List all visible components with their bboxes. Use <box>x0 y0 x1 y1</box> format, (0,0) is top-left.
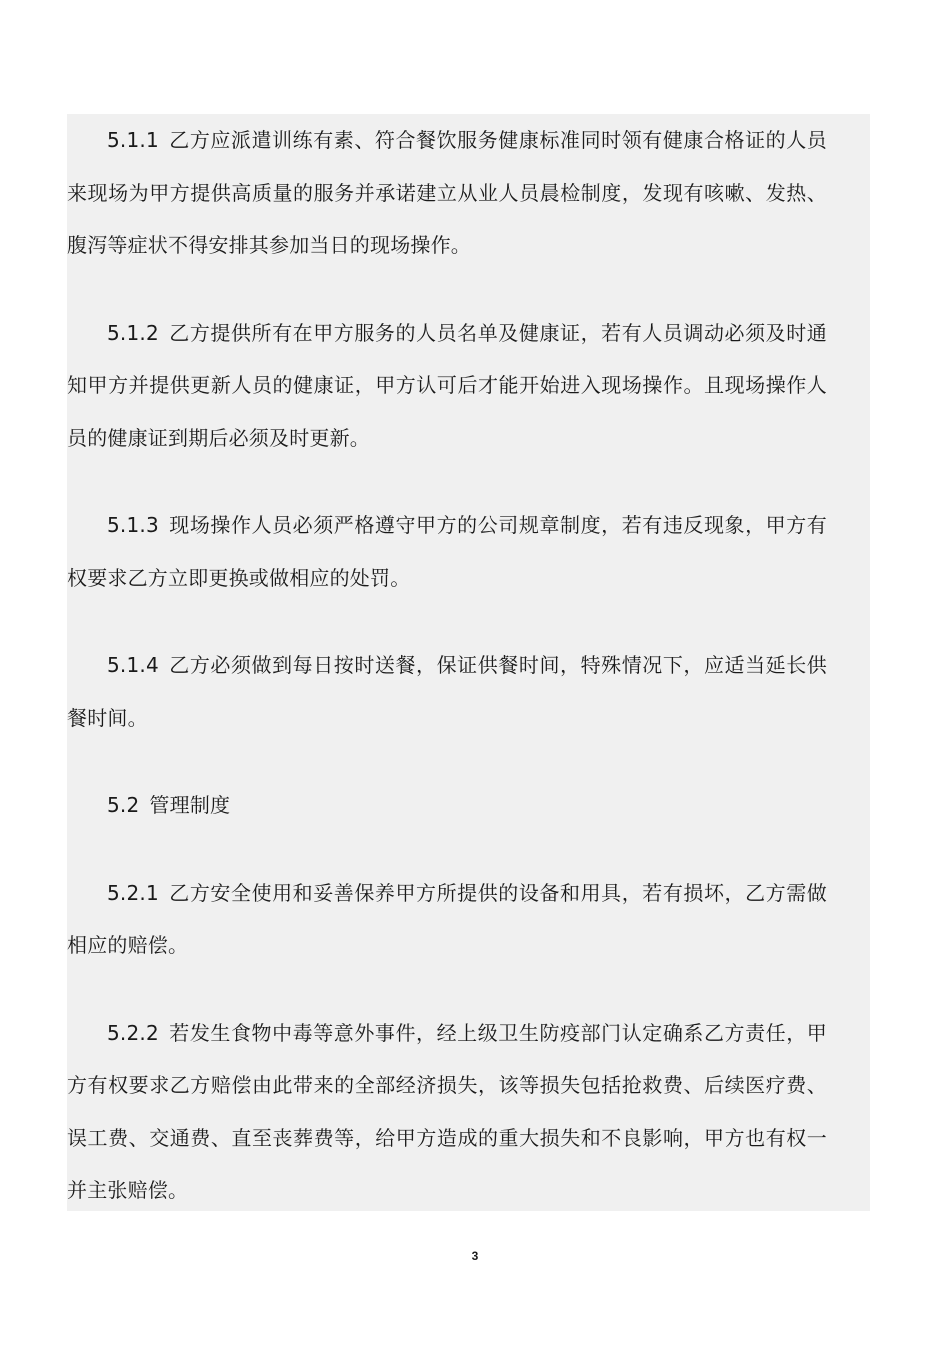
clause-number: 5.1.3 <box>107 513 159 537</box>
clause-5-1-4 <box>67 639 827 744</box>
clause-text: 乙方安全使用和妥善保养甲方所提供的设备和用具，若有损坏，乙方需做相应的赔偿。 <box>67 880 827 957</box>
clause-number: 5.2.1 <box>107 880 159 905</box>
clause-5-1-3 <box>67 499 827 604</box>
clause-number: 5.2 <box>107 793 140 817</box>
clause-5-2-1 <box>67 867 827 972</box>
document-body <box>67 114 827 1252</box>
clause-text: 现场操作人员必须严格遵守甲方的公司规章制度，若有违反现象，甲方有权要求乙方立即更换或做相应的处罚。 <box>67 513 827 590</box>
clause-text: 乙方必须做到每日按时送餐，保证供餐时间，特殊情况下，应适当延长供餐时间。 <box>67 653 827 730</box>
clause-text: 乙方应派遣训练有素、符合餐饮服务健康标准同时领有健康合格证的人员来现场为甲方提供高质量的服务并承诺建立从业人员晨检制度，发现有咳嗽、发热、腹泻等症状不得安排其参加当日的现场操作。 <box>67 128 827 257</box>
clause-number: 5.2.2 <box>107 1020 159 1045</box>
clause-text: 若发生食物中毒等意外事件，经上级卫生防疫部门认定确系乙方责任，甲方有权要求乙方赔偿由此带来的全部经济损失，该等损失包括抢救费、后续医疗费、误工费、交通费、直至丧葬费等，给甲方造成的重大损失和不良影响，甲方也有权一并主张赔偿。 <box>67 1020 827 1202</box>
page-number: 3 <box>471 1249 479 1263</box>
clause-number: 5.1.1 <box>107 128 159 152</box>
clause-5-2-2 <box>67 1007 827 1217</box>
clause-text: 管理制度 <box>149 793 231 817</box>
clause-text: 乙方提供所有在甲方服务的人员名单及健康证，若有人员调动必须及时通知甲方并提供更新人员的健康证，甲方认可后才能开始进入现场操作。且现场操作人员的健康证到期后必须及时更新。 <box>67 320 827 450</box>
clause-5-1-1 <box>67 114 827 272</box>
clause-number: 5.1.4 <box>107 653 159 677</box>
section-heading-5-2 <box>67 779 827 832</box>
clause-number: 5.1.2 <box>107 320 159 345</box>
clause-5-1-2 <box>67 307 827 465</box>
